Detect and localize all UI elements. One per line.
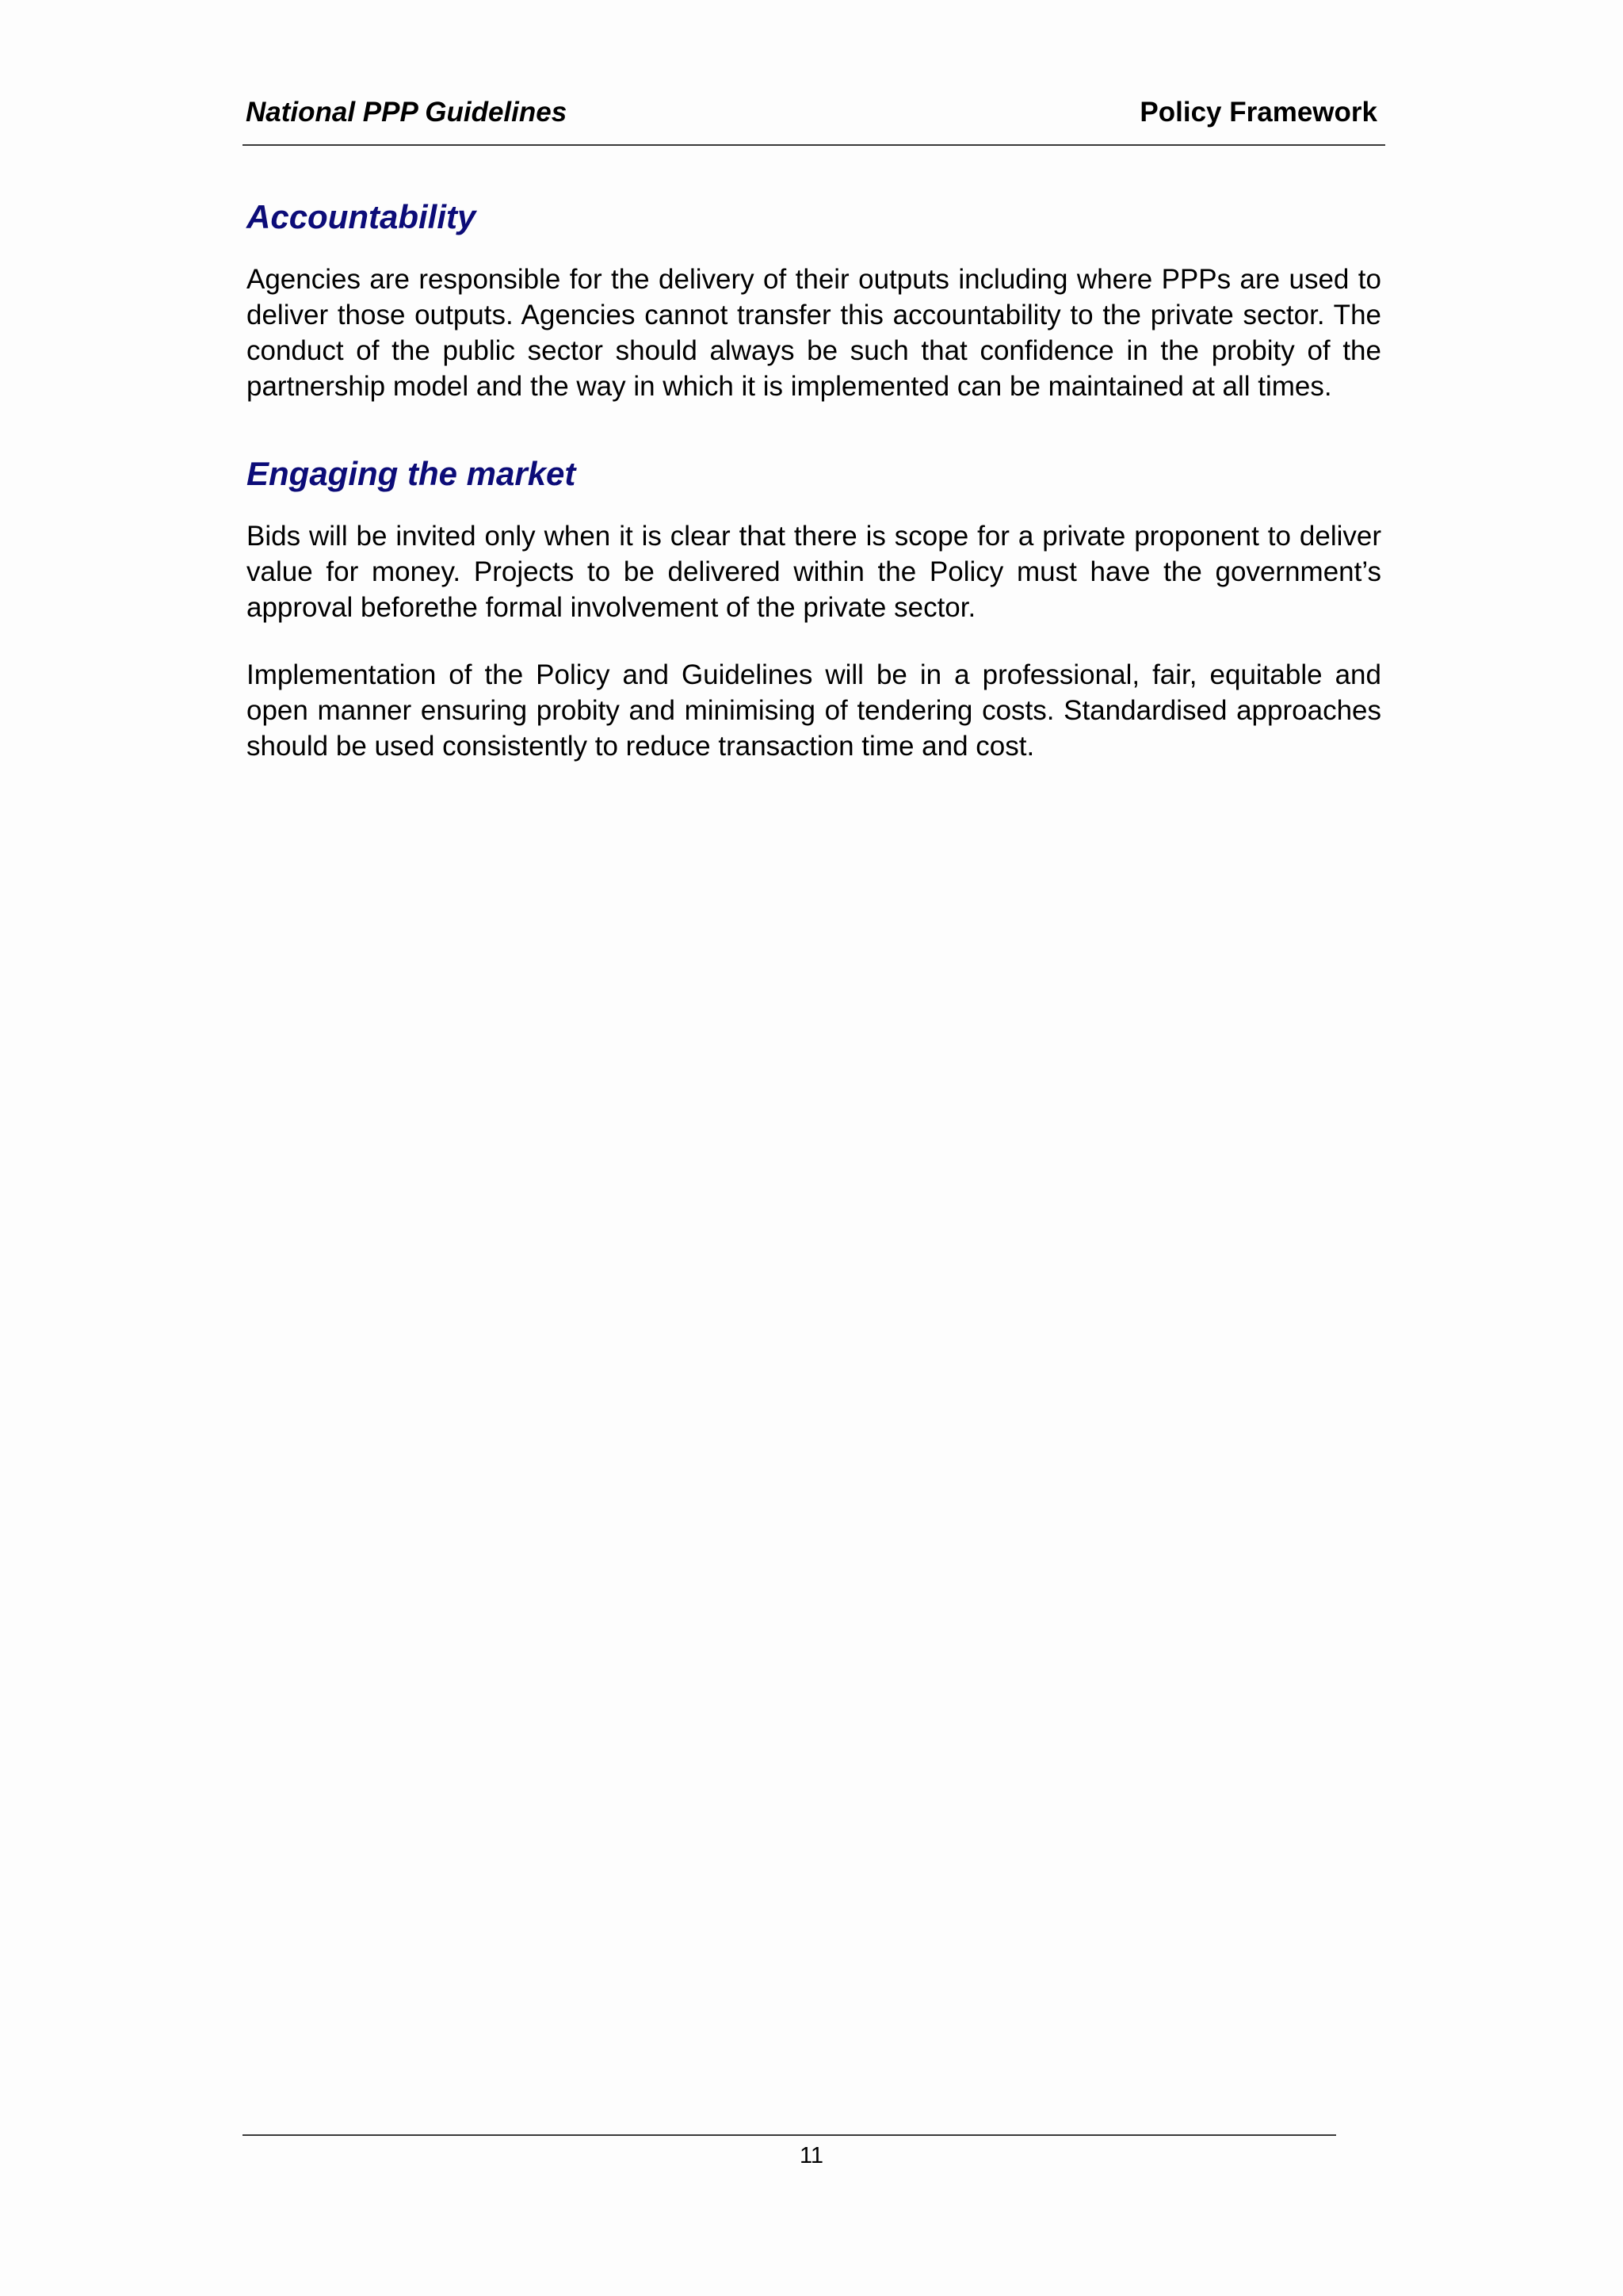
section-title: Policy Framework	[1140, 97, 1377, 128]
heading-accountability: Accountability	[246, 198, 476, 235]
heading-engaging-the-market: Engaging the market	[246, 455, 576, 492]
page-content	[246, 189, 1381, 764]
footer-rule	[242, 2134, 1336, 2136]
page-number: 11	[799, 2143, 824, 2168]
document-title: National PPP Guidelines	[246, 97, 567, 128]
paragraph-implementation: Implementation of the Policy and Guidelines will be in a professional, fair, equitable and open manner ensuring probity and minimising of tendering costs. Standardised approaches should be used consistently to reduce transaction time and cost.	[246, 659, 1381, 762]
page-header	[242, 89, 1385, 146]
paragraph-accountability: Agencies are responsible for the delivery of their outputs including where PPPs are used to deliver those outputs. Agencies cannot transfer this accountability to the private sector. The conduct of the public sector should always be such that confidence in the probity of the partnership model and the way in which it is implemented can be maintained at all times.	[246, 264, 1381, 402]
paragraph-bids: Bids will be invited only when it is clear that there is scope for a private proponent to deliver value for money. Projects to be delivered within the Policy must have the government’s approval beforethe formal involvement of the private sector.	[246, 521, 1381, 623]
